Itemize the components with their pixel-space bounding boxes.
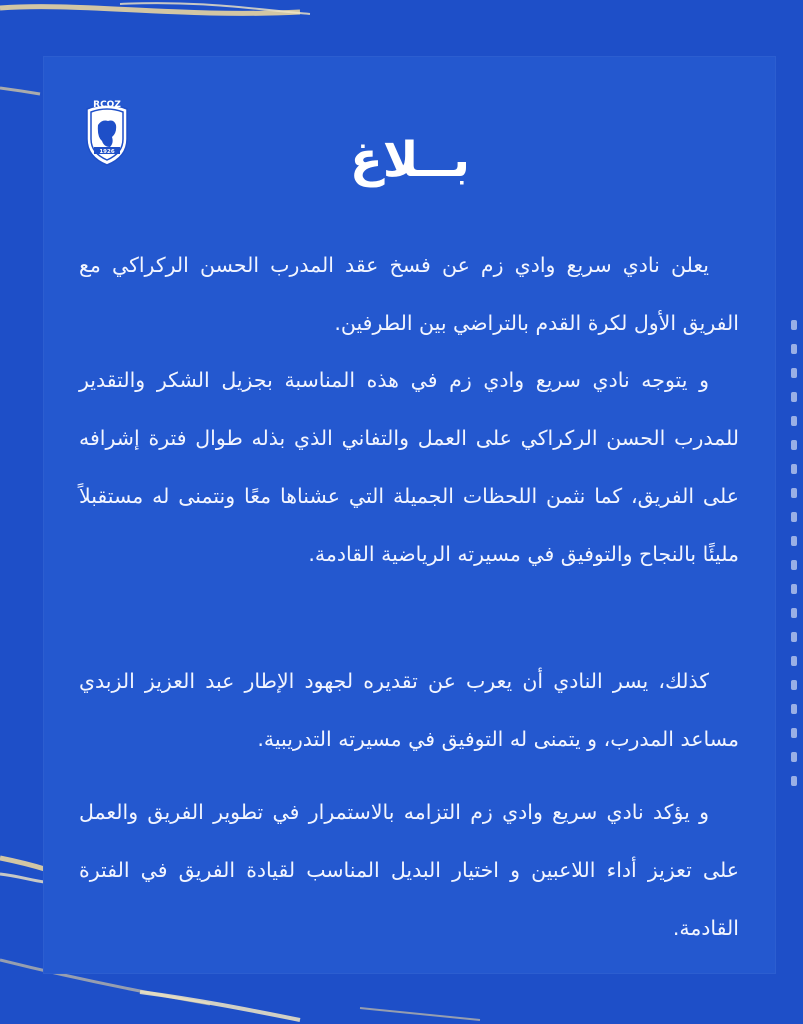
paragraph-thanks: و يتوجه نادي سريع وادي زم في هذه المناسبة بجزيل الشكر والتقدير للمدرب الحسن الركراكي على العمل والتفاني الذي بذله طوال فترة إشرافه على الفريق، كما نثمن اللحظات الجميلة التي عشناها معًا ونتمنى له مستقبلاً مليئًا بالنجاح والتوفيق في مسيرته الرياضية القادمة. <box>79 368 739 566</box>
paragraph-commitment: و يؤكد نادي سريع وادي زم التزامه بالاستمرار في تطوير الفريق والعمل على تعزيز أداء اللاعبين و اختيار البديل المناسب لقيادة الفريق في الفترة القادمة. <box>79 800 739 940</box>
paragraph-contract-termination: يعلن نادي سريع وادي زم عن فسخ عقد المدرب الحسن الركراكي مع الفريق الأول لكرة القدم بالتراضي بين الطرفين. <box>79 253 739 335</box>
side-decoration <box>789 320 799 840</box>
logo-year: 1926 <box>99 149 115 155</box>
announcement-title: بــلاغ <box>349 132 471 188</box>
paragraph-assistant-coach: كذلك، يسر النادي أن يعرب عن تقديره لجهود الإطار عبد العزيز الزبدي مساعد المدرب، و يتمنى له التوفيق في مسيرته التدريبية. <box>79 669 739 751</box>
club-crest-icon <box>84 95 130 167</box>
logo-text: RCOZ <box>93 100 121 110</box>
